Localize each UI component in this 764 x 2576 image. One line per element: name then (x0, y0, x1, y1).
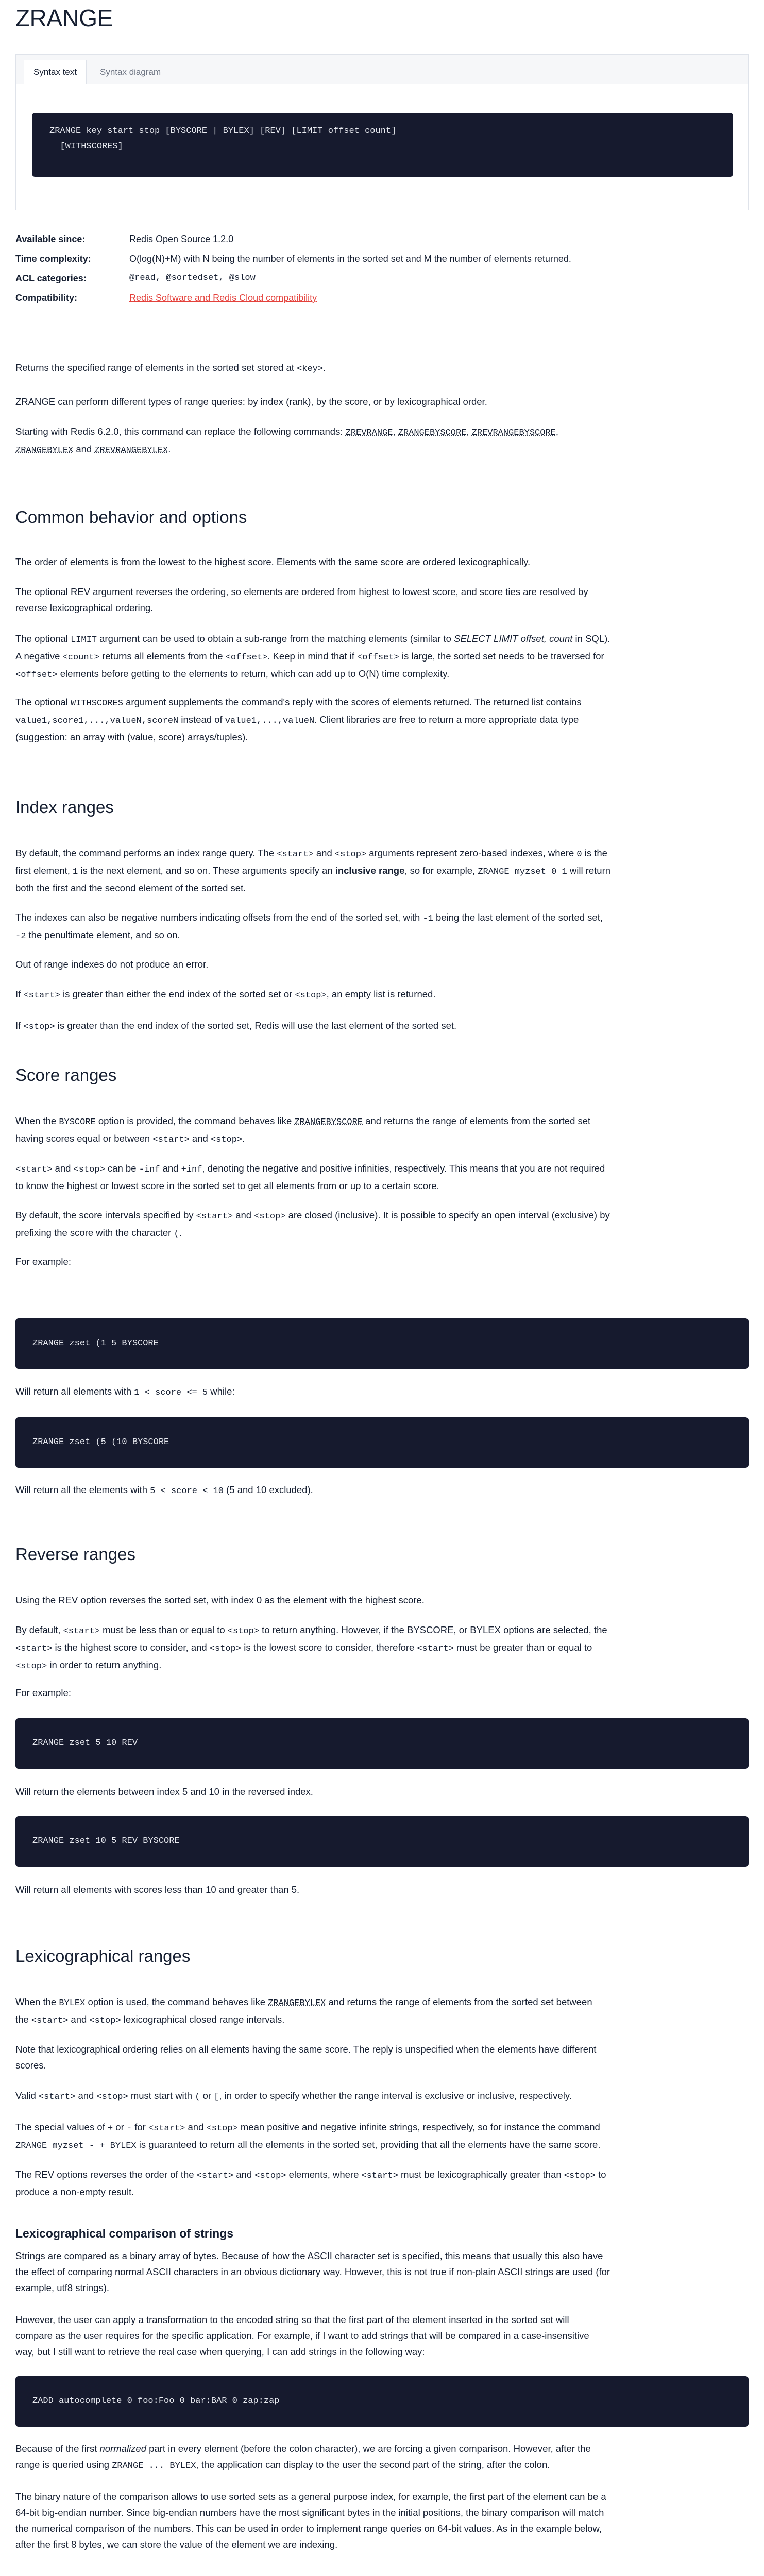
inline-code: <start> (15, 1644, 53, 1654)
inline-code: <stop> (206, 2124, 238, 2133)
text: By default, the command performs an index range query. The (15, 848, 277, 858)
inline-code: <start> (63, 1626, 100, 1636)
text: produce a non-empty result. (15, 2187, 134, 2197)
acl-value: @read, @sortedset, @slow (129, 273, 256, 283)
common-paragraph-4 (15, 694, 747, 745)
lex-paragraph-5 (15, 2166, 747, 2200)
reverse-paragraph-5: Will return all elements with scores less than 10 and greater than 5. (15, 1884, 300, 1895)
text: must be less than or equal to (99, 1624, 228, 1635)
lex-paragraph-9 (15, 2488, 747, 2552)
text: elements before getting to the elements to return, which can add up to O(N) time complexity. (57, 668, 450, 679)
text: , in order to specify whether the range interval is exclusive or inclusive, respectively. (219, 2090, 572, 2101)
text: (suggestion: an array with (value, score) arrays/tuples). (15, 732, 248, 742)
code-block-lex-1: ZADD autocomplete 0 foo:Foo 0 bar:BAR 0 zap:zap (15, 2376, 749, 2427)
text: 64-bit big-endian number. Since big-endian numbers have the most significant bytes in the initial positions, the binary comparison will match (15, 2507, 604, 2518)
text: , denoting the negative and positive infinities, respectively. This means that you are not required (202, 1163, 605, 1174)
text: Strings are compared as a binary array of bytes. Because of how the ASCII character set is specified, this means that usually this also have (15, 2250, 603, 2261)
text: A negative (15, 651, 63, 662)
inline-code: 0 (576, 850, 582, 859)
inline-code: +inf (181, 1165, 202, 1175)
inline-code: <count> (62, 653, 99, 663)
reverse-paragraph-1: Using the REV option reverses the sorted set, with index 0 as the element with the highest score. (15, 1595, 425, 1605)
text: is the highest score to consider, and (52, 1642, 210, 1653)
text: scores. (15, 2060, 46, 2071)
link-zrangebyscore[interactable]: ZRANGEBYSCORE (294, 1117, 363, 1127)
text: and (185, 2122, 207, 2132)
text: Will return all the elements with (15, 1484, 150, 1495)
text: The optional (15, 633, 71, 644)
text: Starting with Redis 6.2.0, this command can replace the following commands: (15, 426, 346, 437)
text: while: (208, 1386, 235, 1397)
text: and returns the range of elements from the sorted set between (326, 1996, 592, 2007)
lex-paragraph-4 (15, 2119, 747, 2154)
text: Because of the first (15, 2443, 100, 2454)
text: and (75, 2090, 97, 2101)
text: to return anything. However, if the BYSCORE, or BYLEX options are selected, the (259, 1624, 607, 1635)
inline-code: <start> (152, 1135, 190, 1145)
inline-code: <start> (417, 1644, 454, 1654)
inline-code: BYSCORE (59, 1117, 96, 1127)
link-zrangebylex[interactable]: ZRANGEBYLEX (15, 446, 74, 455)
text: When the (15, 1996, 59, 2007)
text: . Keep in mind that if (267, 651, 358, 662)
text: part in every element (before the colon character), we are forcing a given comparison. However, after the (146, 2443, 591, 2454)
inline-code: <stop> (210, 1135, 243, 1145)
text: However, the user can apply a transformation to the encoded string so that the first part of the element inserted in the sorted set will (15, 2314, 569, 2325)
text: to know the highest or lowest score in the sorted set to get all elements from or up to a certain score. (15, 1180, 439, 1191)
text: and (233, 1210, 254, 1221)
text: and (73, 444, 95, 454)
text: for (132, 2122, 148, 2132)
text: or (200, 2090, 214, 2101)
common-paragraph-1: The order of elements is from the lowest to the highest score. Elements with the same score are ordered lexicographically. (15, 556, 531, 567)
text: the (15, 2014, 31, 2025)
text: argument can be used to obtain a sub-range from the matching elements (similar to (96, 633, 454, 644)
text: and (189, 1133, 211, 1144)
text: in SQL). (572, 633, 610, 644)
common-paragraph-2 (15, 584, 747, 616)
code-block-score-1: ZRANGE zset (1 5 BYSCORE (15, 1318, 749, 1369)
text: The binary nature of the comparison allows to use sorted sets as a general purpose index, for example, the first part of the element can be a (15, 2491, 606, 2502)
link-zrevrangebyscore[interactable]: ZREVRANGEBYSCORE (471, 428, 556, 438)
text: and (313, 848, 335, 858)
text: way, but I still want to retrieve the real case when querying, I can add strings in the following way: (15, 2346, 425, 2357)
text: compare as the user requires for the specific application. For example, if I want to add strings that will be compared in a case-insensitive (15, 2330, 589, 2341)
score-paragraph-2 (15, 1160, 747, 1194)
inline-code: <stop> (89, 2016, 121, 2026)
index-paragraph-5 (15, 1018, 747, 1035)
inline-code: <stop> (227, 1626, 260, 1636)
text: can be (105, 1163, 139, 1174)
inline-code: 1 < score <= 5 (134, 1388, 208, 1398)
inline-code: <offset> (15, 670, 58, 680)
link-zrangebyscore[interactable]: ZRANGEBYSCORE (398, 428, 467, 438)
text: elements, where (286, 2169, 362, 2180)
inline-code: [ (214, 2092, 219, 2102)
text: . (179, 1227, 182, 1238)
inline-code: - (126, 2124, 132, 2133)
inline-code: <stop> (254, 1212, 286, 1222)
text: Returns the specified range of elements in the sorted set stored at (15, 362, 297, 373)
tab-syntax-text[interactable]: Syntax text (24, 60, 87, 84)
text: option is provided, the command behaves like (95, 1115, 295, 1126)
text: , the application can display to the user the second part of the string, after the colon. (196, 2459, 550, 2470)
inline-code: -1 (422, 914, 433, 924)
inline-code: BYLEX (59, 1998, 86, 2008)
text: will return (567, 865, 611, 876)
link-zrevrange[interactable]: ZREVRANGE (345, 428, 393, 438)
index-paragraph-1 (15, 845, 747, 896)
text: . (323, 362, 326, 373)
text: the numerical comparison of the numbers. This can be used in order to implement range queries on 64-bit values. As in the example below, (15, 2523, 602, 2534)
inline-code: ( (195, 2092, 200, 2102)
inline-code: <stop> (209, 1644, 242, 1654)
reverse-paragraph-2 (15, 1622, 747, 1674)
link-zrangebylex[interactable]: ZRANGEBYLEX (268, 1998, 326, 2008)
index-paragraph-4 (15, 986, 747, 1004)
text: and returns the range of elements from the sorted set (363, 1115, 591, 1126)
text: having scores equal or between (15, 1133, 153, 1144)
text: the effect of comparing normal ASCII characters in an obvious dictionary way. However, this is not true if non-plain ASCII strings are used (for (15, 2266, 610, 2277)
inline-code: <start> (196, 1212, 233, 1222)
lex-paragraph-6 (15, 2248, 747, 2296)
heading-reverse-ranges: Reverse ranges (15, 1543, 749, 1574)
text: after the first 8 bytes, we can store the value of the element we are indexing. (15, 2539, 338, 2550)
compatibility-link[interactable]: Redis Software and Redis Cloud compatibility (129, 293, 317, 303)
index-paragraph-3: Out of range indexes do not produce an error. (15, 959, 209, 970)
text: is the lowest score to consider, therefore (241, 1642, 417, 1653)
inline-code: <start> (23, 991, 60, 1001)
text: Valid (15, 2090, 39, 2101)
intro-paragraph-3: Starting with Redis 6.2.0, this command can replace the following commands: ZREVRANGE, ZRANGEBYSCORE, ZREVRANGEBYSCORE, ZRANGEBYLEX and ZREVRANGEBYLEX. (15, 426, 559, 455)
compat-label: Compatibility: (15, 293, 77, 303)
text: . (242, 1133, 245, 1144)
inline-code: <stop> (15, 1662, 47, 1671)
text: to (596, 2169, 606, 2180)
text: The special values of (15, 2122, 108, 2132)
inline-code: <start> (196, 2171, 234, 2181)
inline-code: <start> (277, 850, 314, 859)
inline-code: ( (174, 1229, 179, 1239)
text: example, utf8 strings). (15, 2282, 109, 2293)
text: The optional (15, 697, 71, 707)
heading-common-behavior: Common behavior and options (15, 506, 749, 537)
heading-score-ranges: Score ranges (15, 1064, 749, 1095)
inline-code: <stop> (564, 2171, 596, 2181)
syntax-code-block (32, 113, 733, 177)
reverse-paragraph-4: Will return the elements between index 5 and 10 in the reversed index. (15, 1786, 313, 1797)
text: is the next element, and so on. These arguments specify an (78, 865, 335, 876)
code-block-score-2: ZRANGE zset (5 (10 BYSCORE (15, 1417, 749, 1468)
syntax-tabs (15, 54, 749, 210)
text: . (168, 444, 171, 454)
inline-code: <stop> (254, 2171, 286, 2181)
code-block-reverse-2: ZRANGE zset 10 5 REV BYSCORE (15, 1816, 749, 1867)
text: Note that lexicographical ordering relies on all elements having the same score. The reply is unspecified when the elements have different (15, 2044, 597, 2055)
inline-code: <offset> (225, 653, 268, 663)
index-paragraph-2 (15, 909, 747, 944)
tab-bar (16, 55, 748, 85)
common-paragraph-3 (15, 631, 747, 683)
inline-code: <start> (361, 2171, 398, 2181)
text: is the (582, 848, 607, 858)
lex-paragraph-2 (15, 2041, 747, 2073)
inline-code: <start> (148, 2124, 185, 2133)
text: is greater than the end index of the sorted set, Redis will use the last element of the sorted set. (55, 1020, 457, 1031)
inline-code: 1 (73, 867, 78, 877)
acl-label: ACL categories: (15, 273, 87, 283)
text: first element, (15, 865, 73, 876)
inline-code: <stop> (334, 850, 367, 859)
score-paragraph-5 (15, 1383, 747, 1401)
text: is greater than either the end index of the sorted set or (60, 989, 295, 999)
inline-code: -2 (15, 931, 26, 941)
syntax-panel (16, 84, 748, 210)
intro-paragraph-1 (15, 360, 747, 377)
text: By default, the score intervals specified by (15, 1210, 196, 1221)
score-paragraph-3 (15, 1207, 747, 1242)
text: mean positive and negative infinite strings, respectively, so for instance the command (237, 2122, 600, 2132)
inline-code: WITHSCORES (70, 699, 123, 708)
heading-index-ranges: Index ranges (15, 796, 749, 827)
inline-code: value1,score1,...,valueN,scoreN (15, 716, 179, 726)
inline-code: <stop> (23, 1022, 55, 1032)
heading-lexicographical-ranges: Lexicographical ranges (15, 1945, 749, 1976)
inline-code: <start> (31, 2016, 69, 2026)
inline-code: + (107, 2124, 113, 2133)
text: lexicographical closed range intervals. (121, 2014, 285, 2025)
inline-code: LIMIT (70, 635, 97, 645)
emphasis: SELECT LIMIT offset, count (454, 633, 573, 644)
complexity-label: Time complexity: (15, 253, 91, 264)
text: is large, the sorted set needs to be traversed for (399, 651, 604, 662)
text: Will return all elements with (15, 1386, 134, 1397)
text: arguments represent zero-based indexes, where (366, 848, 577, 858)
text: instead of (178, 714, 225, 725)
text: By default, (15, 1624, 63, 1635)
text: and (68, 2014, 90, 2025)
available-label: Available since: (15, 234, 86, 244)
intro-paragraph-2: ZRANGE can perform different types of range queries: by index (rank), by the score, or by lexicographical order. (15, 396, 487, 407)
text: reverse lexicographical ordering. (15, 602, 154, 613)
inline-code: 5 < score < 10 (150, 1486, 224, 1496)
text: is guaranteed to return all the elements in the sorted set, providing that all the elements have the same score. (136, 2139, 601, 2150)
text: (5 and 10 excluded). (223, 1484, 313, 1495)
link-zrevrangebylex[interactable]: ZREVRANGEBYLEX (94, 446, 168, 455)
inline-code: -inf (139, 1165, 160, 1175)
text: returns all elements from the (99, 651, 226, 662)
text: must start with (128, 2090, 195, 2101)
text: The REV options reverses the order of the (15, 2169, 197, 2180)
lex-paragraph-1 (15, 1994, 747, 2029)
tab-syntax-diagram[interactable]: Syntax diagram (100, 67, 161, 77)
text: the penultimate element, and so on. (26, 929, 180, 940)
text: both the first and the second element of the sorted set. (15, 883, 246, 893)
inline-code: <key> (297, 364, 324, 374)
syntax-line-1: ZRANGE key start stop [BYSCORE | BYLEX] [REV] [LIMIT offset count] (49, 126, 397, 136)
emphasis: normalized (99, 2443, 147, 2454)
reverse-paragraph-3: For example: (15, 1687, 71, 1698)
text: , an empty list is returned. (326, 989, 436, 999)
text: or (113, 2122, 127, 2132)
text: must be greater than or equal to (453, 1642, 592, 1653)
text: The optional REV argument reverses the ordering, so elements are ordered from highest to lowest score, and score ties are resolved by (15, 586, 588, 597)
inline-code: ZRANGE ... BYLEX (112, 2461, 196, 2471)
text: prefixing the score with the character (15, 1227, 174, 1238)
text: argument supplements the command's reply with the scores of elements returned. The returned list contains (123, 697, 582, 707)
text: and (52, 1163, 74, 1174)
inline-code: <stop> (73, 1165, 105, 1175)
inline-code: <stop> (96, 2092, 128, 2102)
text: . Client libraries are free to return a more appropriate data type (314, 714, 579, 725)
inline-code: <stop> (295, 991, 327, 1001)
page-title: ZRANGE (15, 5, 113, 31)
text: and (160, 1163, 181, 1174)
inline-code: ZRANGE myzset - + BYLEX (15, 2141, 137, 2151)
inline-code: <offset> (357, 653, 399, 663)
text: If (15, 1020, 24, 1031)
text: option is used, the command behaves like (85, 1996, 268, 2007)
syntax-line-2: [WITHSCORES] (49, 142, 123, 151)
text: must be lexicographically greater than (398, 2169, 564, 2180)
inline-code: <start> (38, 2092, 76, 2102)
strong-text: inclusive range (335, 865, 405, 876)
inline-code: value1,...,valueN (225, 716, 315, 726)
inline-code: <start> (15, 1165, 53, 1175)
code-block-reverse-1: ZRANGE zset 5 10 REV (15, 1718, 749, 1769)
text: and (233, 2169, 255, 2180)
lex-paragraph-8 (15, 2441, 747, 2474)
lex-paragraph-3 (15, 2088, 747, 2105)
text: range is queried using (15, 2459, 112, 2470)
score-paragraph-4: For example: (15, 1256, 71, 1267)
lex-paragraph-7 (15, 2312, 747, 2360)
inline-code: ZRANGE myzset 0 1 (478, 867, 567, 877)
complexity-value: O(log(N)+M) with N being the number of elements in the sorted set and M the number of elements returned. (129, 253, 571, 264)
text: The indexes can also be negative numbers indicating offsets from the end of the sorted set, with (15, 912, 423, 923)
available-value: Redis Open Source 1.2.0 (129, 234, 234, 244)
score-paragraph-6 (15, 1482, 747, 1499)
text: , so for example, (404, 865, 478, 876)
heading-lexicographical-comparison: Lexicographical comparison of strings (15, 2227, 234, 2240)
text: When the (15, 1115, 59, 1126)
text: are closed (inclusive). It is possible to specify an open interval (exclusive) by (285, 1210, 610, 1221)
text: If (15, 989, 24, 999)
score-paragraph-1 (15, 1113, 747, 1148)
text: in order to return anything. (47, 1659, 162, 1670)
text: being the last element of the sorted set, (433, 912, 603, 923)
